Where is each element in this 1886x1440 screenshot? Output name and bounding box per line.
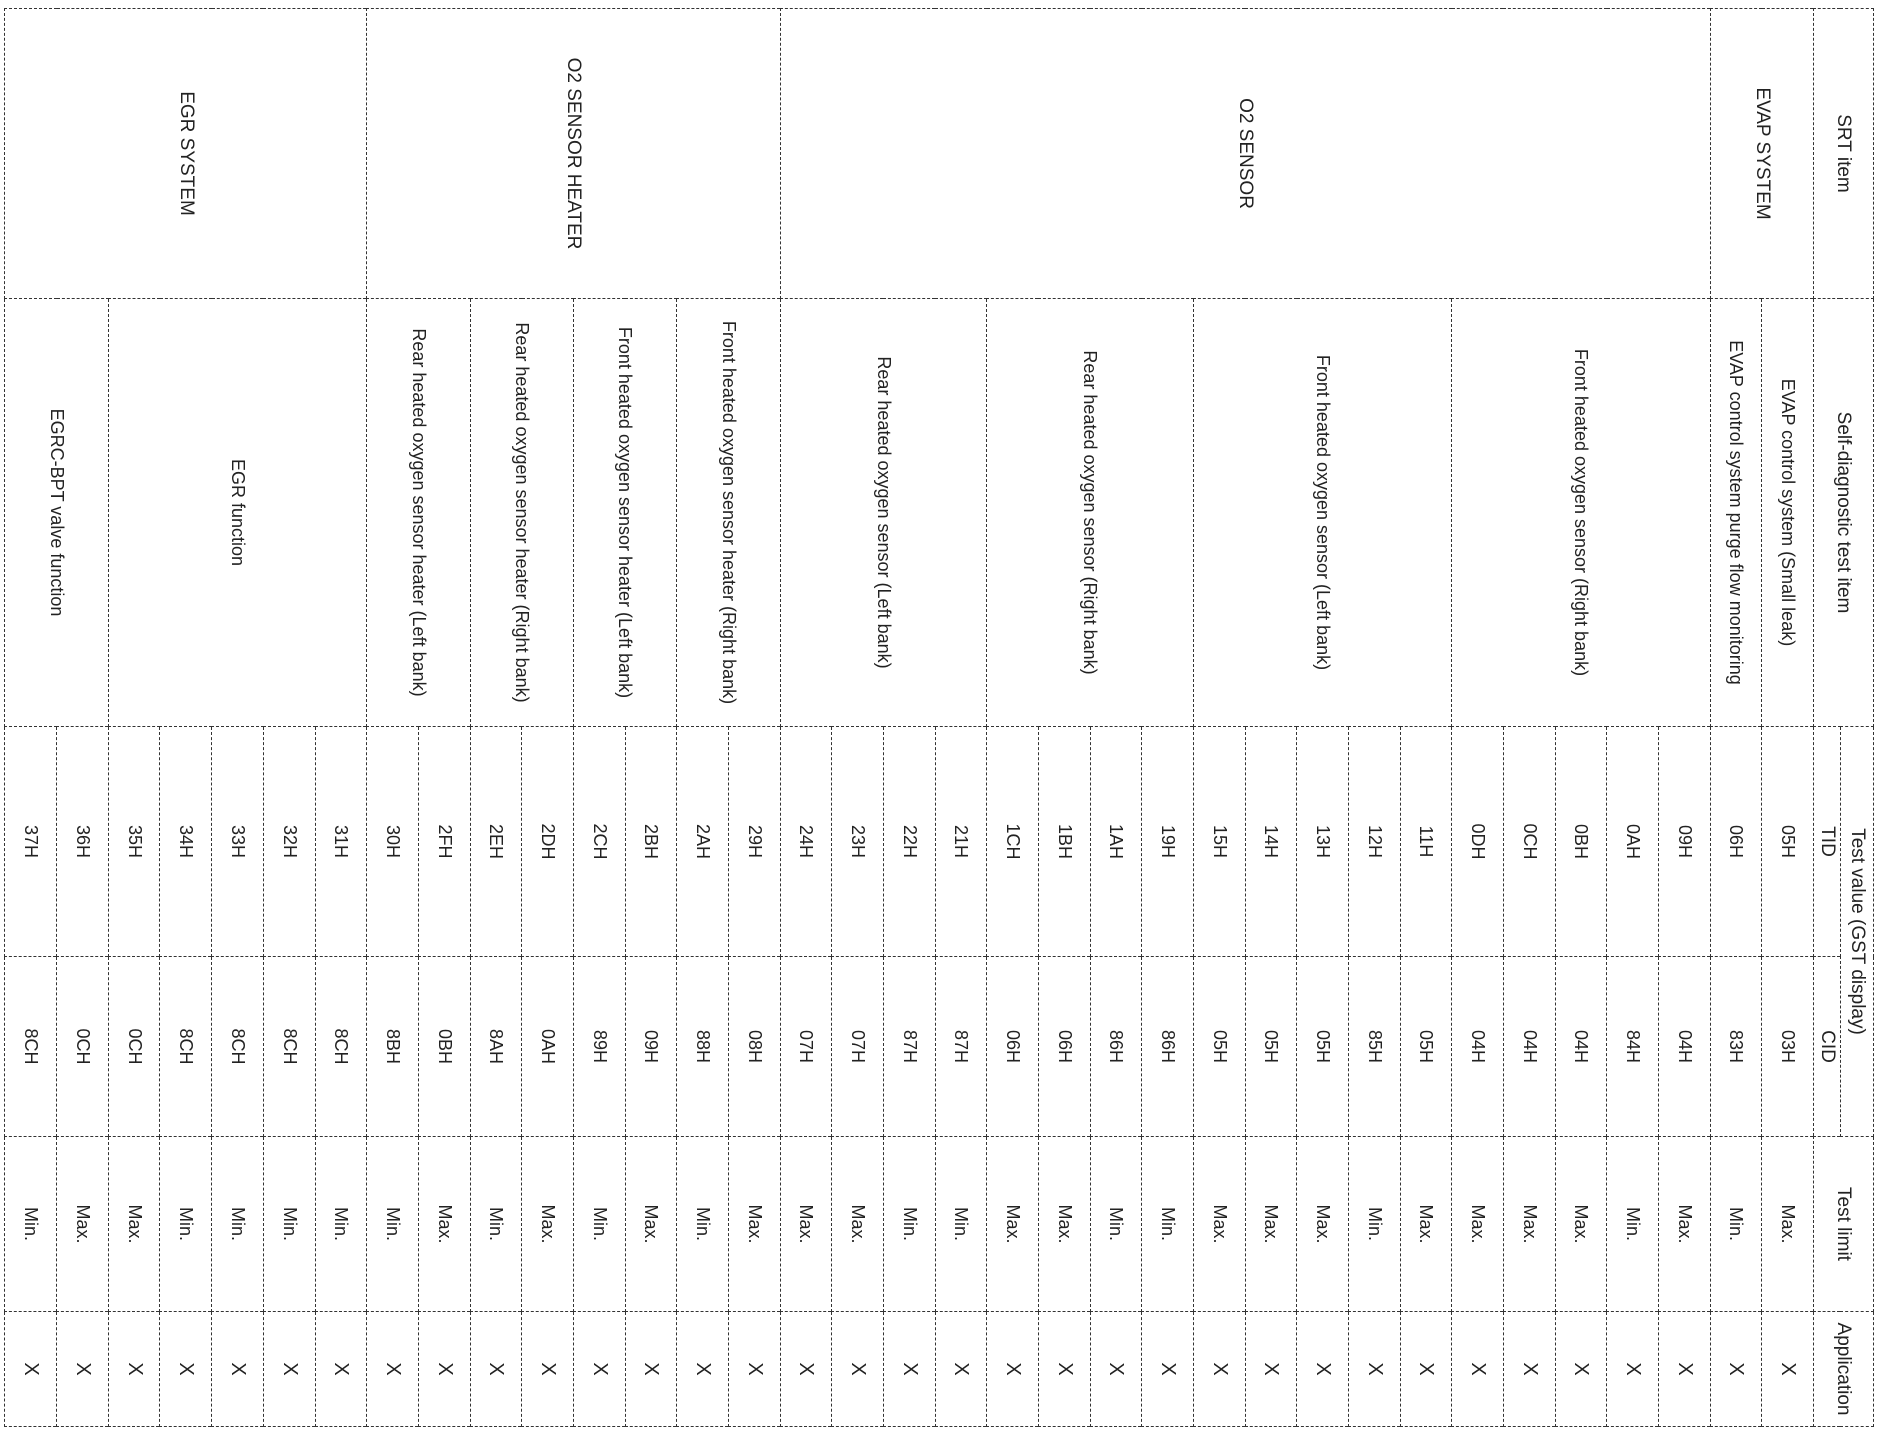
cid-cell: 04H: [1503, 957, 1555, 1137]
test-item-rear-o2-left: Rear heated oxygen sensor (Left bank): [780, 299, 987, 727]
test-item-evap-purge: EVAP control system purge flow monitoring: [1710, 299, 1762, 727]
limit-cell: Min.: [935, 1137, 987, 1312]
application-cell: X: [263, 1312, 315, 1427]
application-cell: X: [1038, 1312, 1090, 1427]
test-item-rear-heater-right: Rear heated oxygen sensor heater (Right bank): [470, 299, 573, 727]
table-row: [315, 9, 367, 1427]
header-test-value: Test value (GST display): [1841, 727, 1874, 1137]
limit-cell: Min.: [367, 1137, 419, 1312]
limit-cell: Min.: [1710, 1137, 1762, 1312]
cid-cell: 09H: [625, 957, 677, 1137]
limit-cell: Min.: [1607, 1137, 1659, 1312]
test-item-front-o2-right: Front heated oxygen sensor (Right bank): [1452, 299, 1710, 727]
cid-cell: 05H: [1297, 957, 1349, 1137]
application-cell: X: [522, 1312, 574, 1427]
tid-cell: 1CH: [987, 727, 1039, 957]
limit-cell: Max.: [832, 1137, 884, 1312]
cid-cell: 88H: [677, 957, 729, 1137]
tid-cell: 21H: [935, 727, 987, 957]
cid-cell: 85H: [1348, 957, 1400, 1137]
tid-cell: 23H: [832, 727, 884, 957]
cid-cell: 03H: [1762, 957, 1814, 1137]
test-item-rear-o2-right: Rear heated oxygen sensor (Right bank): [987, 299, 1194, 727]
cid-cell: 86H: [1142, 957, 1194, 1137]
test-item-rear-heater-left: Rear heated oxygen sensor heater (Left bank): [367, 299, 470, 727]
limit-cell: Max.: [1658, 1137, 1710, 1312]
test-item-egr-function: EGR function: [108, 299, 366, 727]
header-row: [1841, 9, 1874, 1427]
limit-cell: Max.: [418, 1137, 470, 1312]
application-cell: X: [160, 1312, 212, 1427]
cid-cell: 04H: [1658, 957, 1710, 1137]
limit-cell: Min.: [5, 1137, 57, 1312]
tid-cell: 14H: [1245, 727, 1297, 957]
cid-cell: 8CH: [212, 957, 264, 1137]
application-cell: X: [315, 1312, 367, 1427]
limit-cell: Min.: [470, 1137, 522, 1312]
application-cell: X: [728, 1312, 780, 1427]
tid-cell: 0CH: [1503, 727, 1555, 957]
limit-cell: Max.: [522, 1137, 574, 1312]
cid-cell: 8CH: [263, 957, 315, 1137]
application-cell: X: [108, 1312, 160, 1427]
application-cell: X: [1090, 1312, 1142, 1427]
tid-cell: 29H: [728, 727, 780, 957]
tid-cell: 06H: [1710, 727, 1762, 957]
srt-group-evap: EVAP SYSTEM: [1710, 9, 1813, 299]
test-item-front-o2-left: Front heated oxygen sensor (Left bank): [1193, 299, 1451, 727]
cid-cell: 8AH: [470, 957, 522, 1137]
limit-cell: Min.: [573, 1137, 625, 1312]
application-cell: X: [5, 1312, 57, 1427]
cid-cell: 87H: [883, 957, 935, 1137]
tid-cell: 19H: [1142, 727, 1194, 957]
limit-cell: Max.: [1038, 1137, 1090, 1312]
tid-cell: 09H: [1658, 727, 1710, 957]
cid-cell: 04H: [1555, 957, 1607, 1137]
cid-cell: 87H: [935, 957, 987, 1137]
cid-cell: 0CH: [108, 957, 160, 1137]
limit-cell: Max.: [1452, 1137, 1504, 1312]
header-test-item: Self-diagnostic test item: [1814, 299, 1874, 727]
tid-cell: 37H: [5, 727, 57, 957]
tid-cell: 05H: [1762, 727, 1814, 957]
limit-cell: Min.: [1090, 1137, 1142, 1312]
application-cell: X: [935, 1312, 987, 1427]
application-cell: X: [1348, 1312, 1400, 1427]
cid-cell: 0CH: [57, 957, 109, 1137]
tid-cell: 2CH: [573, 727, 625, 957]
limit-cell: Min.: [160, 1137, 212, 1312]
application-cell: X: [1452, 1312, 1504, 1427]
limit-cell: Max.: [1762, 1137, 1814, 1312]
tid-cell: 12H: [1348, 727, 1400, 957]
cid-cell: 8CH: [160, 957, 212, 1137]
cid-cell: 8CH: [5, 957, 57, 1137]
application-cell: X: [1762, 1312, 1814, 1427]
table-row: [728, 9, 780, 1427]
application-cell: X: [883, 1312, 935, 1427]
srt-group-o2: O2 SENSOR: [780, 9, 1710, 299]
tid-cell: 32H: [263, 727, 315, 957]
cid-cell: 8BH: [367, 957, 419, 1137]
table-row: [1658, 9, 1710, 1427]
tid-cell: 2AH: [677, 727, 729, 957]
application-cell: X: [1658, 1312, 1710, 1427]
cid-cell: 84H: [1607, 957, 1659, 1137]
limit-cell: Max.: [987, 1137, 1039, 1312]
tid-cell: 1AH: [1090, 727, 1142, 957]
application-cell: X: [367, 1312, 419, 1427]
srt-group-egr: EGR SYSTEM: [5, 9, 367, 299]
test-item-evap-small: EVAP control system (Small leak): [1762, 299, 1814, 727]
limit-cell: Max.: [1193, 1137, 1245, 1312]
cid-cell: 05H: [1245, 957, 1297, 1137]
tid-cell: 0BH: [1555, 727, 1607, 957]
limit-cell: Min.: [677, 1137, 729, 1312]
cid-cell: 83H: [1710, 957, 1762, 1137]
tid-cell: 15H: [1193, 727, 1245, 957]
cid-cell: 06H: [1038, 957, 1090, 1137]
application-cell: X: [1555, 1312, 1607, 1427]
limit-cell: Max.: [1297, 1137, 1349, 1312]
tid-cell: 30H: [367, 727, 419, 957]
cid-cell: 8CH: [315, 957, 367, 1137]
application-cell: X: [1142, 1312, 1194, 1427]
limit-cell: Max.: [780, 1137, 832, 1312]
srt-group-o2-heater: O2 SENSOR HEATER: [367, 9, 780, 299]
limit-cell: Min.: [212, 1137, 264, 1312]
application-cell: X: [418, 1312, 470, 1427]
cid-cell: 07H: [780, 957, 832, 1137]
cid-cell: 07H: [832, 957, 884, 1137]
limit-cell: Max.: [108, 1137, 160, 1312]
tid-cell: 33H: [212, 727, 264, 957]
tid-cell: 2EH: [470, 727, 522, 957]
application-cell: X: [212, 1312, 264, 1427]
application-cell: X: [832, 1312, 884, 1427]
test-item-front-heater-right: Front heated oxygen sensor heater (Right bank): [677, 299, 780, 727]
header-tid: TID: [1814, 727, 1841, 957]
application-cell: X: [573, 1312, 625, 1427]
limit-cell: Max.: [1400, 1137, 1452, 1312]
cid-cell: 05H: [1193, 957, 1245, 1137]
cid-cell: 89H: [573, 957, 625, 1137]
application-cell: X: [1710, 1312, 1762, 1427]
cid-cell: 04H: [1452, 957, 1504, 1137]
cid-cell: 0AH: [522, 957, 574, 1137]
header-test-limit: Test limit: [1814, 1137, 1874, 1312]
application-cell: X: [780, 1312, 832, 1427]
tid-cell: 11H: [1400, 727, 1452, 957]
cid-cell: 06H: [987, 957, 1039, 1137]
application-cell: X: [1297, 1312, 1349, 1427]
tid-cell: 2FH: [418, 727, 470, 957]
tid-cell: 1BH: [1038, 727, 1090, 957]
limit-cell: Max.: [1245, 1137, 1297, 1312]
limit-cell: Max.: [728, 1137, 780, 1312]
tid-cell: 36H: [57, 727, 109, 957]
limit-cell: Min.: [1348, 1137, 1400, 1312]
application-cell: X: [625, 1312, 677, 1427]
limit-cell: Min.: [883, 1137, 935, 1312]
test-item-egrc-bpt: EGRC-BPT valve function: [5, 299, 109, 727]
cid-cell: 86H: [1090, 957, 1142, 1137]
tid-cell: 34H: [160, 727, 212, 957]
application-cell: X: [1245, 1312, 1297, 1427]
limit-cell: Max.: [625, 1137, 677, 1312]
limit-cell: Min.: [315, 1137, 367, 1312]
tid-cell: 2DH: [522, 727, 574, 957]
table-row: [1762, 9, 1814, 1427]
limit-cell: Min.: [263, 1137, 315, 1312]
application-cell: X: [57, 1312, 109, 1427]
tid-cell: 35H: [108, 727, 160, 957]
limit-cell: Max.: [1503, 1137, 1555, 1312]
application-cell: X: [987, 1312, 1039, 1427]
tid-cell: 31H: [315, 727, 367, 957]
header-srt-item: SRT item: [1814, 9, 1874, 299]
srt-test-table: [4, 8, 1874, 1427]
limit-cell: Max.: [57, 1137, 109, 1312]
header-cid: CID: [1814, 957, 1841, 1137]
tid-cell: 24H: [780, 727, 832, 957]
tid-cell: 0AH: [1607, 727, 1659, 957]
tid-cell: 22H: [883, 727, 935, 957]
test-item-front-heater-left: Front heated oxygen sensor heater (Left bank): [573, 299, 676, 727]
limit-cell: Min.: [1142, 1137, 1194, 1312]
application-cell: X: [1193, 1312, 1245, 1427]
tid-cell: 13H: [1297, 727, 1349, 957]
application-cell: X: [1607, 1312, 1659, 1427]
application-cell: X: [1503, 1312, 1555, 1427]
cid-cell: 08H: [728, 957, 780, 1137]
limit-cell: Max.: [1555, 1137, 1607, 1312]
tid-cell: 2BH: [625, 727, 677, 957]
cid-cell: 05H: [1400, 957, 1452, 1137]
application-cell: X: [470, 1312, 522, 1427]
header-application: Application: [1814, 1312, 1874, 1427]
tid-cell: 0DH: [1452, 727, 1504, 957]
application-cell: X: [1400, 1312, 1452, 1427]
cid-cell: 0BH: [418, 957, 470, 1137]
application-cell: X: [677, 1312, 729, 1427]
